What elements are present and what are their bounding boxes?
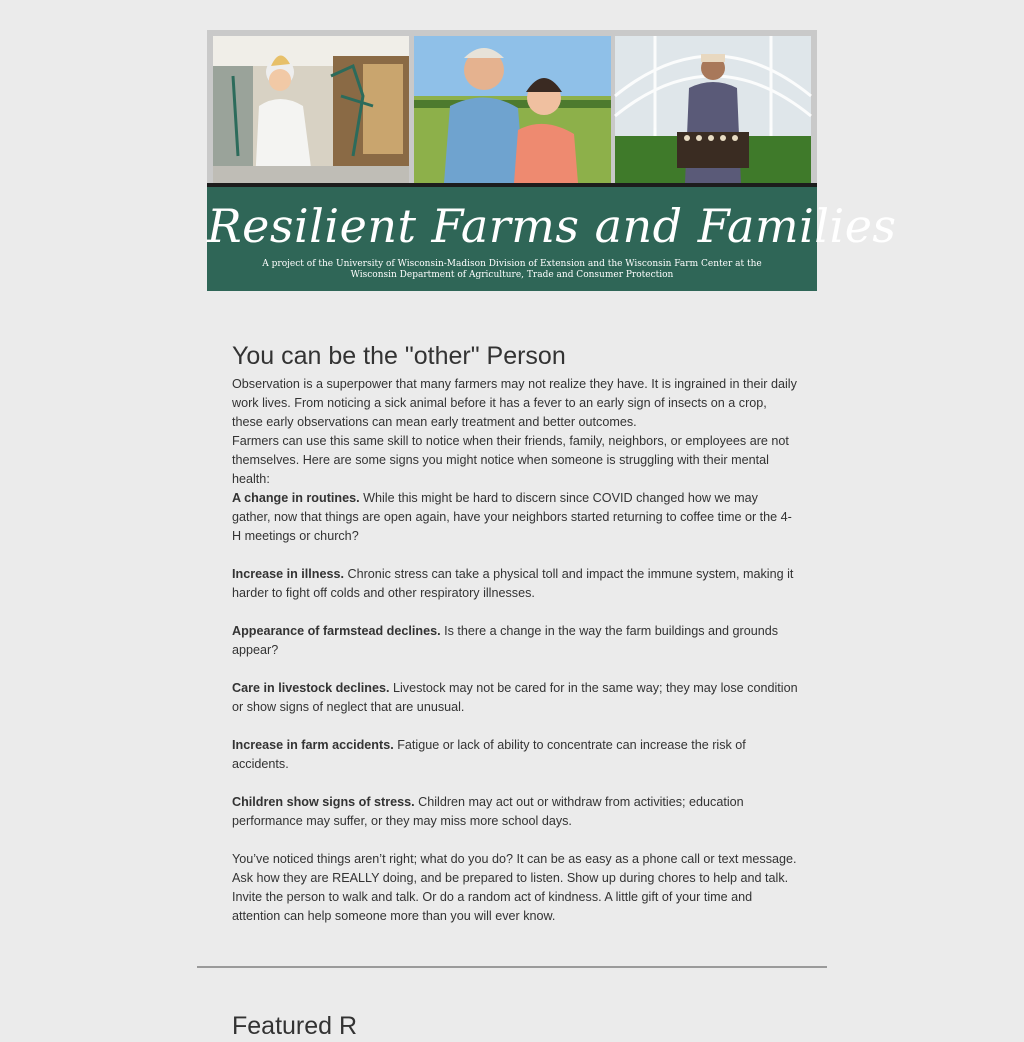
- sign-text: Fatigue or lack of ability to concentrate can increase the risk of accidents.: [232, 738, 746, 771]
- sign-item: [232, 736, 798, 774]
- sign-text: Is there a change in the way the farm buildings and grounds appear?: [232, 624, 779, 657]
- article-body: [232, 340, 798, 926]
- next-section-heading: Featured R: [232, 1012, 358, 1040]
- photo-strip-edge: [207, 183, 817, 187]
- sign-item: [232, 679, 798, 717]
- sign-lead: Appearance of farmstead declines.: [232, 624, 441, 638]
- banner-subtitle: [207, 259, 817, 281]
- intro-paragraph-2: Farmers can use this same skill to notice when their friends, family, neighbors, or employees are not themselves. Here are some signs you might notice when someone is struggling with their mental health:: [232, 434, 789, 486]
- sign-text: Chronic stress can take a physical toll and impact the immune system, making it harder to fight off colds and other respiratory illnesses.: [232, 567, 794, 600]
- paragraph-gap: [232, 660, 798, 679]
- sign-text: Livestock may not be cared for in the same way; they may lose condition or show signs of neglect that are unusual.: [232, 681, 798, 714]
- article-heading: You can be the "other" Person: [232, 342, 566, 370]
- dairy-worker-photo: [213, 36, 409, 183]
- sign-text: While this might be hard to discern since COVID changed how we may gather, now that things are open again, have your neighbors started returning to coffee time or the 4-H meetings or church?: [232, 491, 792, 543]
- greenhouse-worker-photo: [615, 36, 811, 183]
- sign-item: [232, 793, 798, 831]
- sign-item: [232, 622, 798, 660]
- section-divider: [197, 966, 827, 968]
- sign-item: [232, 489, 798, 546]
- paragraph-gap: [232, 774, 798, 793]
- sign-lead: Increase in illness.: [232, 567, 345, 581]
- sign-item: [232, 565, 798, 603]
- header-banner: [207, 30, 897, 291]
- sign-lead: Children show signs of stress.: [232, 795, 415, 809]
- sign-lead: Increase in farm accidents.: [232, 738, 394, 752]
- paragraph-gap: [232, 717, 798, 736]
- sign-lead: Care in livestock declines.: [232, 681, 390, 695]
- intro-paragraph-1: Observation is a superpower that many farmers may not realize they have. It is ingrained in their daily work lives. From noticing a sick animal before it has a fever to an early sign of insects on a crop, these early observations can mean early treatment and better outcomes.: [232, 377, 797, 429]
- banner-subtitle-line1: A project of the University of Wisconsin-Madison Division of Extension and the Wisconsin Farm Center at the: [262, 259, 762, 269]
- farm-couple-photo: [414, 36, 611, 183]
- paragraph-gap: [232, 603, 798, 622]
- banner-title: Resilient Farms and Families: [207, 199, 897, 253]
- banner-subtitle-line2: Wisconsin Department of Agriculture, Trade and Consumer Protection: [350, 270, 674, 280]
- paragraph-gap: [232, 546, 798, 565]
- paragraph-gap: [232, 831, 798, 850]
- closing-paragraph: You’ve noticed things aren’t right; what do you do? It can be as easy as a phone call or text message. Ask how they are REALLY doing, and be prepared to listen. Show up during chores to help and talk. Invite the person to walk and talk. Or do a random act of kindness. A little gift of your time and attention can help someone more than you will ever know.: [232, 852, 797, 923]
- photo-strip: [207, 30, 817, 187]
- sign-text: Children may act out or withdraw from activities; education performance may suffer, or they may miss more school days.: [232, 795, 744, 828]
- sign-lead: A change in routines.: [232, 491, 360, 505]
